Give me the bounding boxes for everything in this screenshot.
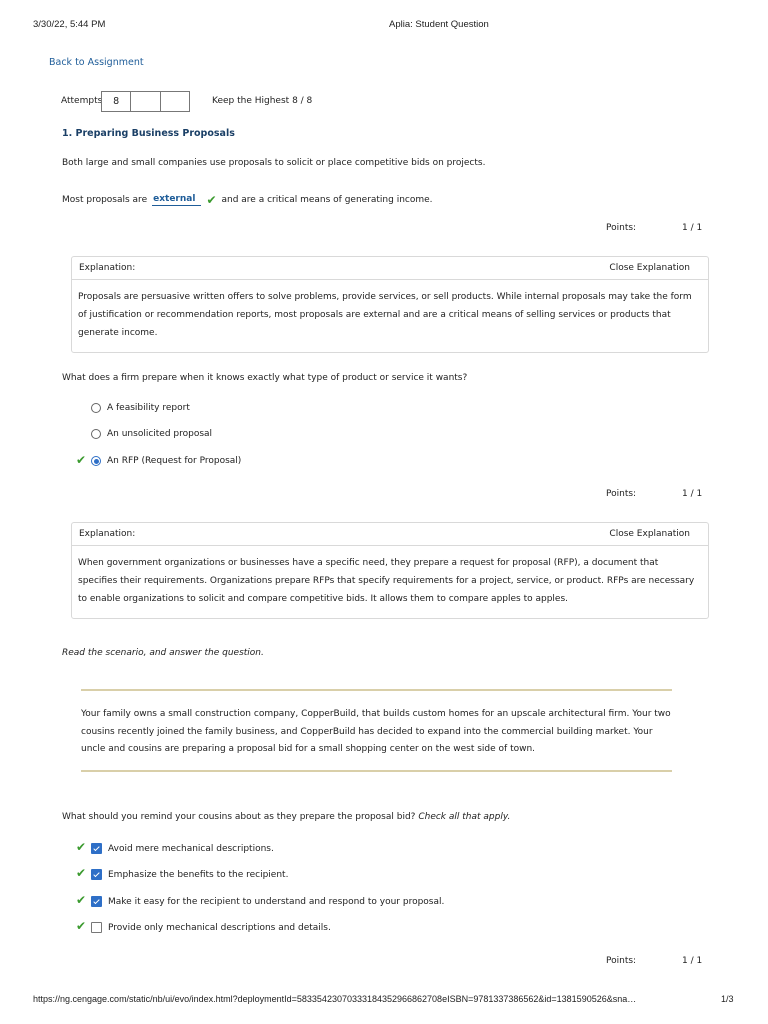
option-label: Provide only mechanical descriptions and details. <box>108 922 331 933</box>
keep-highest-value: 8 / 8 <box>292 96 313 106</box>
option-label: A feasibility report <box>107 403 190 413</box>
explanation-text: Proposals are persuasive written offers to solve problems, provide services, or sell products. While internal proposals may take the form of justification or recommendation reports, most proposals are external and are a critical means of selling services or products that generate income. <box>78 292 692 338</box>
radio-button[interactable] <box>91 403 101 413</box>
attempts-slot <box>161 92 189 111</box>
back-to-assignment-link[interactable]: Back to Assignment <box>49 57 144 68</box>
correct-check-icon: ✔ <box>76 866 87 880</box>
question-title: 1. Preparing Business Proposals <box>62 128 235 139</box>
radio-option[interactable] <box>91 403 190 413</box>
attempts-slot <box>131 92 160 111</box>
explanation-panel <box>71 256 709 353</box>
option-label: Emphasize the benefits to the recipient. <box>108 869 289 880</box>
question-sentence <box>62 193 433 207</box>
close-explanation-button[interactable]: Close Explanation <box>609 529 690 539</box>
question-prompt <box>62 812 510 822</box>
correct-check-icon: ✔ <box>76 840 87 854</box>
points-value: 1 / 1 <box>682 956 703 966</box>
checkbox-option[interactable] <box>91 869 288 880</box>
explanation-panel <box>71 522 709 619</box>
option-label: An RFP (Request for Proposal) <box>107 456 242 466</box>
sentence-after: and are a critical means of generating income. <box>221 195 433 205</box>
option-label: Avoid mere mechanical descriptions. <box>108 843 274 854</box>
points-label: Points: <box>606 223 637 233</box>
option-label: An unsolicited proposal <box>107 429 213 439</box>
print-page-number: 1/3 <box>721 994 734 1004</box>
answer-dropdown[interactable]: external <box>152 194 201 206</box>
option-label: Make it easy for the recipient to understand and respond to your proposal. <box>108 896 445 907</box>
explanation-label: Explanation: <box>79 263 136 273</box>
radio-option[interactable] <box>91 456 241 466</box>
explanation-header <box>72 257 708 280</box>
scenario-top-rule <box>81 689 672 691</box>
close-explanation-button[interactable]: Close Explanation <box>609 263 690 273</box>
attempts-value: 8 <box>102 92 131 111</box>
question-intro: Both large and small companies use proposals to solicit or place competitive bids on projects. <box>62 158 486 168</box>
points-value: 1 / 1 <box>682 489 703 499</box>
correct-check-icon: ✔ <box>206 193 217 207</box>
explanation-header <box>72 523 708 546</box>
attempts-counter <box>101 91 190 112</box>
print-url: https://ng.cengage.com/static/nb/ui/evo/index.html?deploymentId=58335423070333184352966862708eISBN=9781337386562&id=1381590526&sna… <box>33 994 637 1004</box>
correct-check-icon: ✔ <box>76 893 87 907</box>
points-label: Points: <box>606 956 637 966</box>
radio-option[interactable] <box>91 429 212 439</box>
correct-check-icon: ✔ <box>76 453 87 467</box>
radio-button-selected[interactable] <box>91 456 101 466</box>
sentence-before: Most proposals are <box>62 195 148 205</box>
points-value: 1 / 1 <box>682 223 703 233</box>
checkbox-option[interactable] <box>91 922 331 933</box>
keep-highest-label: Keep the Highest <box>212 96 290 106</box>
explanation-label: Explanation: <box>79 529 136 539</box>
scenario-instruction: Read the scenario, and answer the question. <box>62 648 264 658</box>
question-prompt-hint: Check all that apply. <box>418 812 511 822</box>
checkbox-unchecked[interactable] <box>91 922 102 933</box>
print-datetime: 3/30/22, 5:44 PM <box>33 19 106 30</box>
checkbox-option[interactable] <box>91 896 444 907</box>
attempts-label: Attempts <box>61 96 103 106</box>
checkbox-option[interactable] <box>91 843 274 854</box>
keep-highest <box>212 96 312 106</box>
checkbox-checked[interactable] <box>91 843 102 854</box>
scenario-text: Your family owns a small construction company, CopperBuild, that builds custom homes for an upscale architectural firm. Your two cousins recently joined the family business, and CopperBuild has decided to expand into the commercial building market. Your uncle and cousins are preparing a proposal bid for a small shopping center on the west side of town. <box>81 709 671 754</box>
explanation-text: When government organizations or businesses have a specific need, they prepare a request for proposal (RFP), a document that specifies their requirements. Organizations prepare RFPs that specify requirements for a project, service, or product. RFPs are necessary to enable organizations to solicit and compare competitive bids. It allows them to compare apples to apples. <box>78 558 695 604</box>
correct-check-icon: ✔ <box>76 919 87 933</box>
radio-button[interactable] <box>91 429 101 439</box>
scenario-bottom-rule <box>81 770 672 772</box>
print-title: Aplia: Student Question <box>389 19 489 30</box>
question-prompt: What does a firm prepare when it knows exactly what type of product or service it wants? <box>62 373 468 383</box>
question-prompt-text: What should you remind your cousins about as they prepare the proposal bid? <box>62 812 416 822</box>
checkbox-checked[interactable] <box>91 869 102 880</box>
checkbox-checked[interactable] <box>91 896 102 907</box>
points-label: Points: <box>606 489 637 499</box>
